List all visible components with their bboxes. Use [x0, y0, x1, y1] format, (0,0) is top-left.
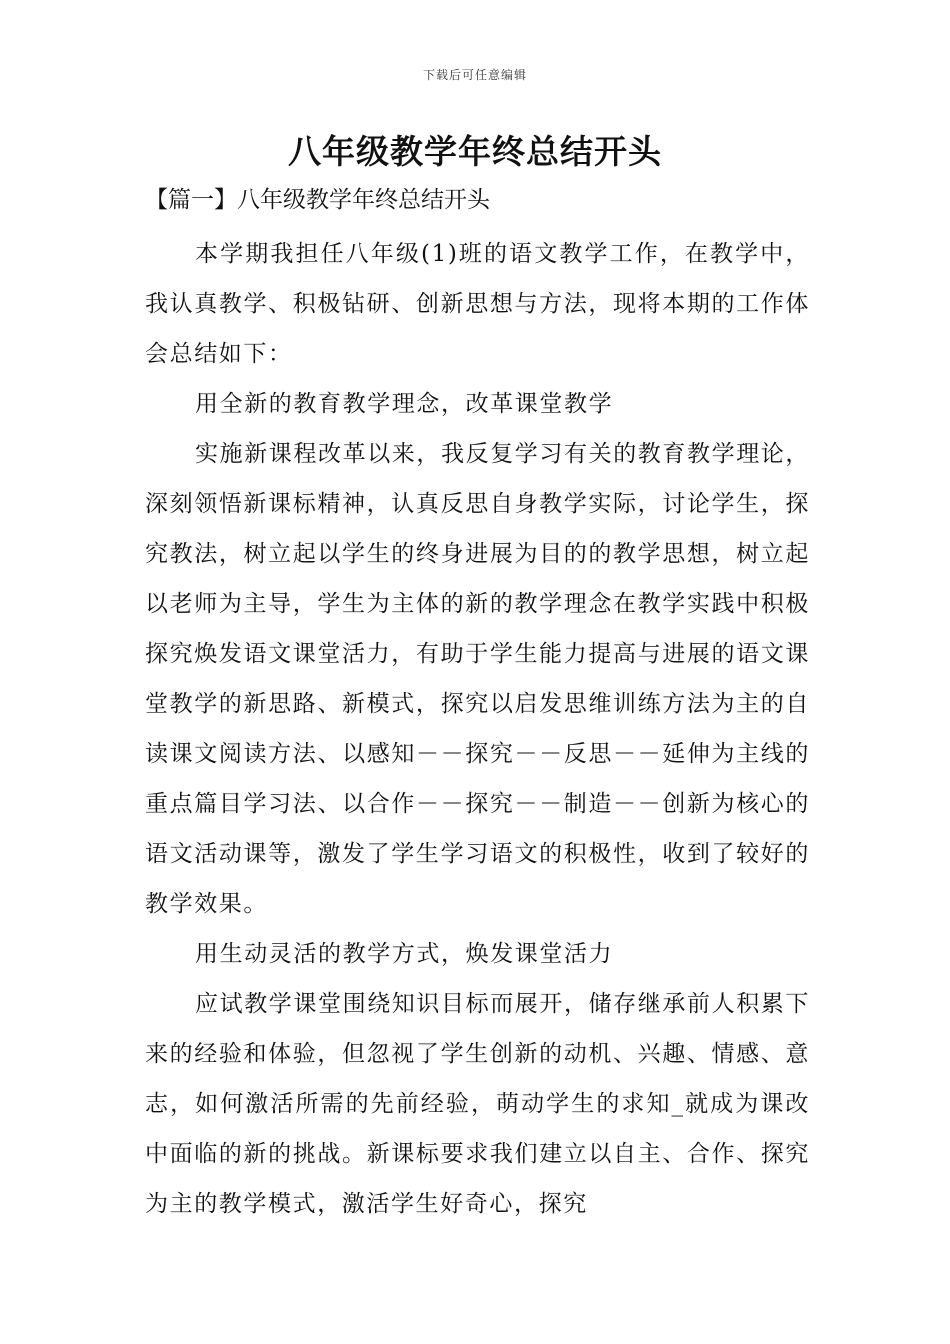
- subheading-methods: 用生动灵活的教学方式，焕发课堂活力: [195, 941, 614, 967]
- header-note: 下载后可任意编辑: [422, 68, 527, 82]
- document-title: 八年级教学年终总结开头: [288, 132, 662, 171]
- subheading-reform: 用全新的教育教学理念，改革课堂教学: [195, 391, 614, 417]
- paragraph-intro: 本学期我担任八年级(1)班的语文教学工作，在教学中，我认真教学、积极钻研、创新思想与方法，现将本期的工作体会总结如下：: [145, 241, 810, 367]
- paragraph-methods: 应试教学课堂围绕知识目标而展开，储存继承前人积累下来的经验和体验，但忽视了学生创新的动机、兴趣、情感、意志，如何激活所需的先前经验，萌动学生的求知_就成为课改中面临的新的挑战。新课标要求我们建立以自主、合作、探究为主的教学模式，激活学生好奇心，探究: [145, 991, 810, 1217]
- document-body: [145, 229, 810, 1229]
- section-heading: 【篇一】八年级教学年终总结开头: [145, 187, 490, 213]
- paragraph-reform: 实施新课程改革以来，我反复学习有关的教育教学理论，深刻领悟新课标精神，认真反思自身教学实际，讨论学生，探究教法，树立起以学生的终身进展为目的的教学思想，树立起以老师为主导，学生为主体的新的教学理念在教学实践中积极探究焕发语文课堂活力，有助于学生能力提高与进展的语文课堂教学的新思路、新模式，探究以启发思维训练方法为主的自读课文阅读方法、以感知－－探究－－反思－－延伸为主线的重点篇目学习法、以合作－－探究－－制造－－创新为核心的语文活动课等，激发了学生学习语文的积极性，收到了较好的教学效果。: [145, 441, 810, 917]
